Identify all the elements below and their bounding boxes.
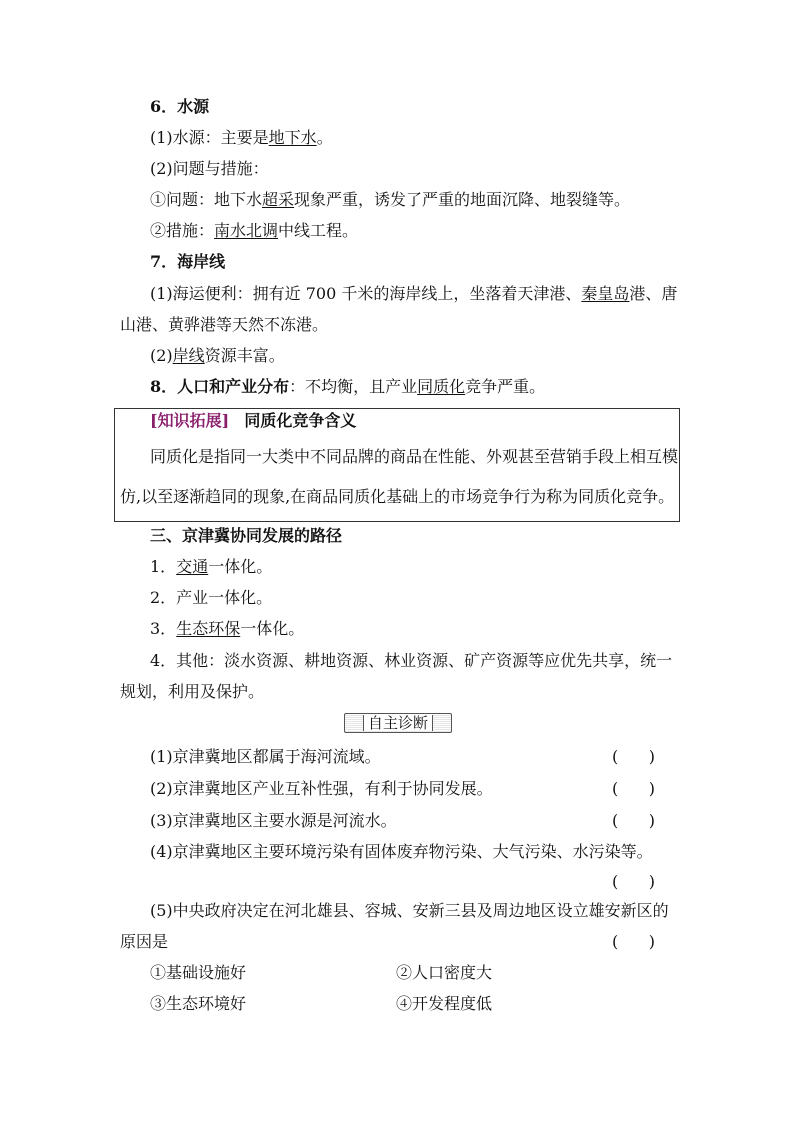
section-three-title: 三、京津冀协同发展的路径 bbox=[150, 526, 343, 545]
answer-blank-4[interactable]: ( ) bbox=[612, 872, 655, 891]
question-2: (2)京津冀地区产业互补性强，有利于协同发展。 bbox=[150, 779, 493, 798]
underlined-answer: 超采 bbox=[262, 190, 295, 209]
shipping-line-cont: 山港、黄骅港等天然不冻港。 bbox=[120, 315, 329, 334]
section-6-title: 6．水源 bbox=[150, 97, 210, 116]
text: 一体化。 bbox=[240, 619, 305, 638]
text: (2) bbox=[150, 346, 173, 365]
shipping-line bbox=[150, 284, 677, 304]
text: 1． bbox=[150, 557, 177, 576]
option-2: ②人口密度大 bbox=[396, 963, 493, 982]
underlined-answer: 生态环保 bbox=[176, 619, 241, 638]
water-source-line bbox=[150, 128, 333, 148]
text: 现象严重，诱发了严重的地面沉降、地裂缝等。 bbox=[294, 190, 631, 209]
path-item-3 bbox=[150, 619, 304, 639]
problems-measures-line: (2)问题与措施： bbox=[150, 159, 269, 178]
text: (1)海运便利：拥有近 700 千米的海岸线上，坐落着天津港、 bbox=[150, 284, 582, 303]
question-5-cont: 原因是 bbox=[120, 932, 169, 951]
path-item-4: 4．其他：淡水资源、耕地资源、林业资源、矿产资源等应优先共享，统一 bbox=[150, 651, 673, 670]
text: 一体化。 bbox=[208, 557, 273, 576]
self-diagnosis-badge bbox=[344, 713, 452, 733]
section-8-line bbox=[150, 377, 545, 397]
option-4: ④开发程度低 bbox=[396, 994, 493, 1013]
knowledge-line-1: 同质化是指同一大类中不同品牌的商品在性能、外观甚至营销手段上相互模 bbox=[150, 447, 679, 466]
answer-blank-5[interactable]: ( ) bbox=[612, 932, 655, 951]
coastline-line bbox=[150, 346, 285, 366]
knowledge-tag: [知识拓展] bbox=[150, 411, 230, 430]
knowledge-box-header bbox=[150, 411, 356, 431]
self-diagnosis-label: 自主诊断 bbox=[363, 715, 433, 731]
text: ①问题：地下水 bbox=[150, 190, 263, 209]
underlined-answer: 同质化 bbox=[417, 377, 466, 396]
text: 资源丰富。 bbox=[204, 346, 285, 365]
text: 3． bbox=[150, 619, 177, 638]
underlined-answer: 南水北调 bbox=[214, 221, 279, 240]
path-item-1 bbox=[150, 557, 272, 577]
text: 港、唐 bbox=[629, 284, 678, 303]
text: (1)水源：主要是 bbox=[150, 128, 269, 147]
text: 。 bbox=[316, 128, 333, 147]
question-3: (3)京津冀地区主要水源是河流水。 bbox=[150, 811, 397, 830]
question-1: (1)京津冀地区都属于海河流域。 bbox=[150, 747, 381, 766]
question-5: (5)中央政府决定在河北雄县、容城、安新三县及周边地区设立雄安新区的 bbox=[150, 901, 669, 920]
answer-blank-1[interactable]: ( ) bbox=[612, 747, 655, 766]
knowledge-line-2: 仿,以至逐渐趋同的现象,在商品同质化基础上的市场竞争行为称为同质化竞争。 bbox=[120, 487, 675, 506]
underlined-answer: 交通 bbox=[176, 557, 209, 576]
text: 竞争严重。 bbox=[465, 377, 546, 396]
text: ：不均衡，且产业 bbox=[289, 377, 418, 396]
measure-line bbox=[150, 221, 358, 241]
section-8-title: 8．人口和产业分布 bbox=[150, 377, 290, 396]
path-item-4-cont: 规划，利用及保护。 bbox=[120, 682, 265, 701]
answer-blank-2[interactable]: ( ) bbox=[612, 779, 655, 798]
question-4: (4)京津冀地区主要环境污染有固体废弃物污染、大气污染、水污染等。 bbox=[150, 842, 653, 861]
answer-blank-3[interactable]: ( ) bbox=[612, 811, 655, 830]
text: 中线工程。 bbox=[278, 221, 359, 240]
section-7-title: 7．海岸线 bbox=[150, 252, 226, 271]
path-item-2: 2．产业一体化。 bbox=[150, 588, 273, 607]
knowledge-title: 同质化竞争含义 bbox=[244, 411, 357, 430]
problem-line bbox=[150, 190, 630, 210]
underlined-answer: 地下水 bbox=[268, 128, 317, 147]
underlined-answer: 秦皇岛 bbox=[581, 284, 630, 303]
option-1: ①基础设施好 bbox=[150, 963, 247, 982]
underlined-answer: 岸线 bbox=[172, 346, 205, 365]
text: ②措施： bbox=[150, 221, 215, 240]
option-3: ③生态环境好 bbox=[150, 994, 247, 1013]
